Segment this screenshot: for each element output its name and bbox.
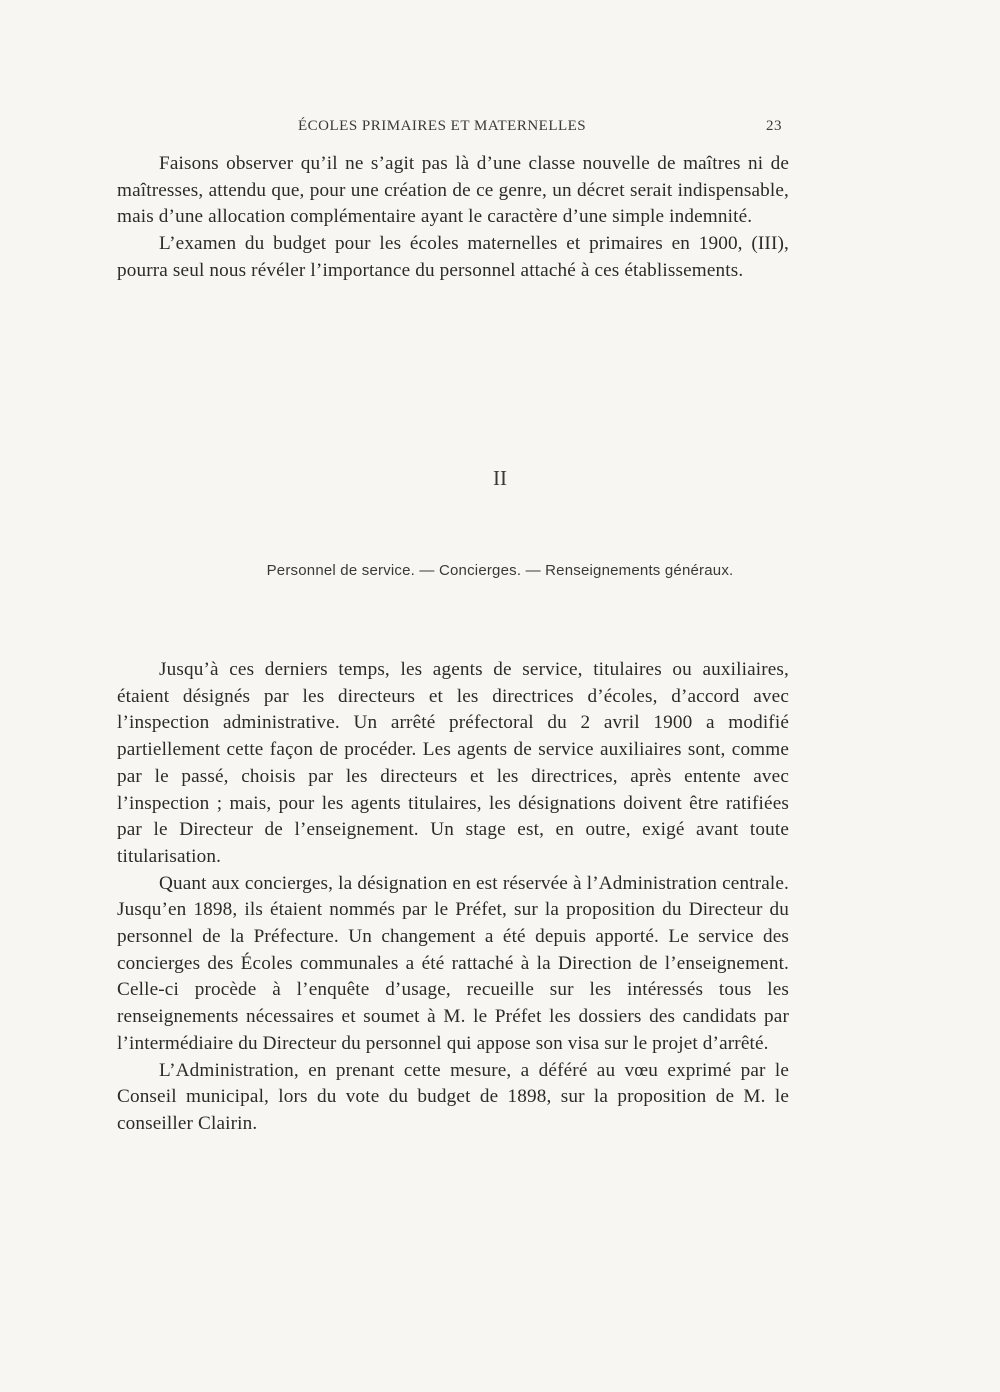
paragraph: L’examen du budget pour les écoles maternelles et primaires en 1900, (III), pourra seul nous révéler l’importance du personnel attaché à ces établissements. — [117, 233, 789, 281]
running-head — [0, 118, 1000, 140]
paragraph: Jusqu’à ces derniers temps, les agents de service, titulaires ou auxiliaires, étaient désignés par les directeurs et les directrices d’écoles, d’accord avec l’inspection administrative. Un arrêté préfectoral du 2 avril 1900 a modifié partiellement cette façon de procéder. Les agents de service auxiliaires sont, comme par le passé, choisis par les directeurs et les directrices, après entente avec l’inspection ; mais, pour les agents titulaires, les désignations doivent être ratifiées par le Directeur de l’enseignement. Un stage est, en outre, exigé avant toute titularisation. — [117, 659, 789, 867]
paragraph: Quant aux concierges, la désignation en est réservée à l’Administration centrale. Jusqu’en 1898, ils étaient nommés par le Préfet, sur la proposition du Directeur du personnel de la Préfecture. Un changement a été depuis apporté. Le service des concierges des Écoles communales a été rattaché à la Direction de l’enseignement. Celle-ci procède à l’enquête d’usage, recueille sur les intéressés tous les renseignements nécessaires et soumet à M. le Préfet les dossiers des candidats par l’intermédiaire du Directeur du personnel qui appose son visa sur le projet d’arrêté. — [117, 872, 789, 1054]
paragraph: Faisons observer qu’il ne s’agit pas là d’une classe nouvelle de maîtres ni de maîtresses, attendu que, pour une création de ce genre, un décret serait indispensable, mais d’une allocation complémentaire ayant le caractère d’une simple indemnité. — [117, 153, 789, 228]
section-heading: Personnel de service. — Concierges. — Renseignements généraux. — [266, 562, 734, 579]
running-title: ÉCOLES PRIMAIRES ET MATERNELLES — [298, 118, 587, 134]
paragraph: L’Administration, en prenant cette mesure, a déféré au vœu exprimé par le Conseil municipal, lors du vote du budget de 1898, sur la proposition de M. le conseiller Clairin. — [117, 1059, 789, 1134]
page-number: 23 — [766, 118, 782, 134]
intro-text — [117, 151, 789, 285]
section-number: II — [493, 466, 507, 490]
section-text — [117, 657, 789, 1138]
